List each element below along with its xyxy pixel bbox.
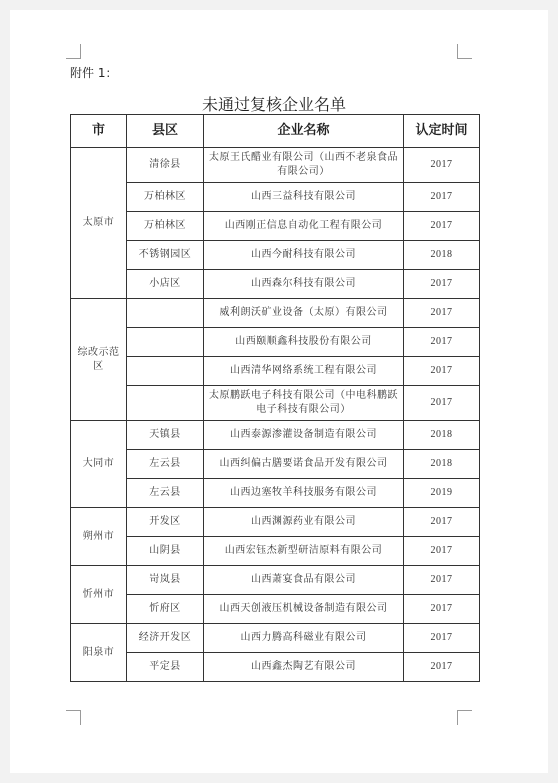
company-cell: 山西鑫杰陶艺有限公司 <box>204 653 404 682</box>
table-row <box>71 537 480 566</box>
company-cell: 山西纠偏古膳要诺食品开发有限公司 <box>204 450 404 479</box>
company-cell: 山西泰源渗灌设备制造有限公司 <box>204 421 404 450</box>
table-row <box>71 183 480 212</box>
company-cell: 太原王氏醋业有限公司（山西不老泉食品有限公司） <box>204 148 404 183</box>
company-cell: 山西边塞牧羊科技服务有限公司 <box>204 479 404 508</box>
year-cell: 2017 <box>404 357 480 386</box>
year-cell: 2017 <box>404 653 480 682</box>
city-cell: 太原市 <box>71 148 127 299</box>
year-cell: 2017 <box>404 328 480 357</box>
table-row <box>71 212 480 241</box>
company-cell: 山西萧宴食品有限公司 <box>204 566 404 595</box>
table-row <box>71 421 480 450</box>
county-cell <box>127 386 204 421</box>
company-cell: 山西力腾高科磁业有限公司 <box>204 624 404 653</box>
company-cell: 山西宏钰杰新型研洁原料有限公司 <box>204 537 404 566</box>
header-company: 企业名称 <box>204 115 404 148</box>
county-cell: 天镇县 <box>127 421 204 450</box>
table-header-row <box>71 115 480 148</box>
table-row <box>71 595 480 624</box>
county-cell: 万柏林区 <box>127 212 204 241</box>
table-row <box>71 653 480 682</box>
year-cell: 2017 <box>404 566 480 595</box>
county-cell <box>127 357 204 386</box>
year-cell: 2018 <box>404 450 480 479</box>
year-cell: 2017 <box>404 508 480 537</box>
county-cell: 左云县 <box>127 479 204 508</box>
year-cell: 2017 <box>404 595 480 624</box>
county-cell: 万柏林区 <box>127 183 204 212</box>
company-cell: 山西渊源药业有限公司 <box>204 508 404 537</box>
table-row <box>71 270 480 299</box>
county-cell: 开发区 <box>127 508 204 537</box>
county-cell: 小店区 <box>127 270 204 299</box>
table-row <box>71 479 480 508</box>
header-city: 市 <box>71 115 127 148</box>
year-cell: 2017 <box>404 299 480 328</box>
company-cell: 山西清华网络系统工程有限公司 <box>204 357 404 386</box>
county-cell: 忻府区 <box>127 595 204 624</box>
table-row <box>71 148 480 183</box>
county-cell: 清徐县 <box>127 148 204 183</box>
county-cell <box>127 299 204 328</box>
year-cell: 2017 <box>404 537 480 566</box>
city-cell: 忻州市 <box>71 566 127 624</box>
company-table <box>70 114 480 682</box>
table-row <box>71 508 480 537</box>
header-year: 认定时间 <box>404 115 480 148</box>
company-cell: 山西三益科技有限公司 <box>204 183 404 212</box>
company-cell: 山西刚正信息自动化工程有限公司 <box>204 212 404 241</box>
year-cell: 2017 <box>404 148 480 183</box>
year-cell: 2017 <box>404 624 480 653</box>
year-cell: 2017 <box>404 270 480 299</box>
company-cell: 山西天创液压机械设备制造有限公司 <box>204 595 404 624</box>
crop-mark-top-right <box>457 44 472 59</box>
company-cell: 山西森尔科技有限公司 <box>204 270 404 299</box>
year-cell: 2017 <box>404 212 480 241</box>
table-row <box>71 328 480 357</box>
table-row <box>71 566 480 595</box>
table-row <box>71 386 480 421</box>
year-cell: 2017 <box>404 386 480 421</box>
company-cell: 威利朗沃矿业设备（太原）有限公司 <box>204 299 404 328</box>
county-cell: 经济开发区 <box>127 624 204 653</box>
year-cell: 2017 <box>404 183 480 212</box>
county-cell: 平定县 <box>127 653 204 682</box>
table-row <box>71 241 480 270</box>
city-cell: 综改示范区 <box>71 299 127 421</box>
year-cell: 2018 <box>404 241 480 270</box>
year-cell: 2018 <box>404 421 480 450</box>
attachment-label: 附件 1： <box>70 66 118 80</box>
year-cell: 2019 <box>404 479 480 508</box>
table-row <box>71 357 480 386</box>
header-county: 县区 <box>127 115 204 148</box>
county-cell: 左云县 <box>127 450 204 479</box>
table-row <box>71 299 480 328</box>
county-cell: 山阴县 <box>127 537 204 566</box>
city-cell: 大同市 <box>71 421 127 508</box>
document-title: 未通过复核企业名单 <box>201 95 346 114</box>
table-row <box>71 624 480 653</box>
company-cell: 太原鹏跃电子科技有限公司（中电科鹏跃电子科技有限公司） <box>204 386 404 421</box>
crop-mark-bottom-left <box>66 710 81 725</box>
city-cell: 阳泉市 <box>71 624 127 682</box>
company-cell: 山西颐顺鑫科技股份有限公司 <box>204 328 404 357</box>
county-cell <box>127 328 204 357</box>
county-cell: 不锈钢园区 <box>127 241 204 270</box>
crop-mark-top-left <box>66 44 81 59</box>
crop-mark-bottom-right <box>457 710 472 725</box>
county-cell: 岢岚县 <box>127 566 204 595</box>
table-row <box>71 450 480 479</box>
company-cell: 山西今耐科技有限公司 <box>204 241 404 270</box>
city-cell: 朔州市 <box>71 508 127 566</box>
